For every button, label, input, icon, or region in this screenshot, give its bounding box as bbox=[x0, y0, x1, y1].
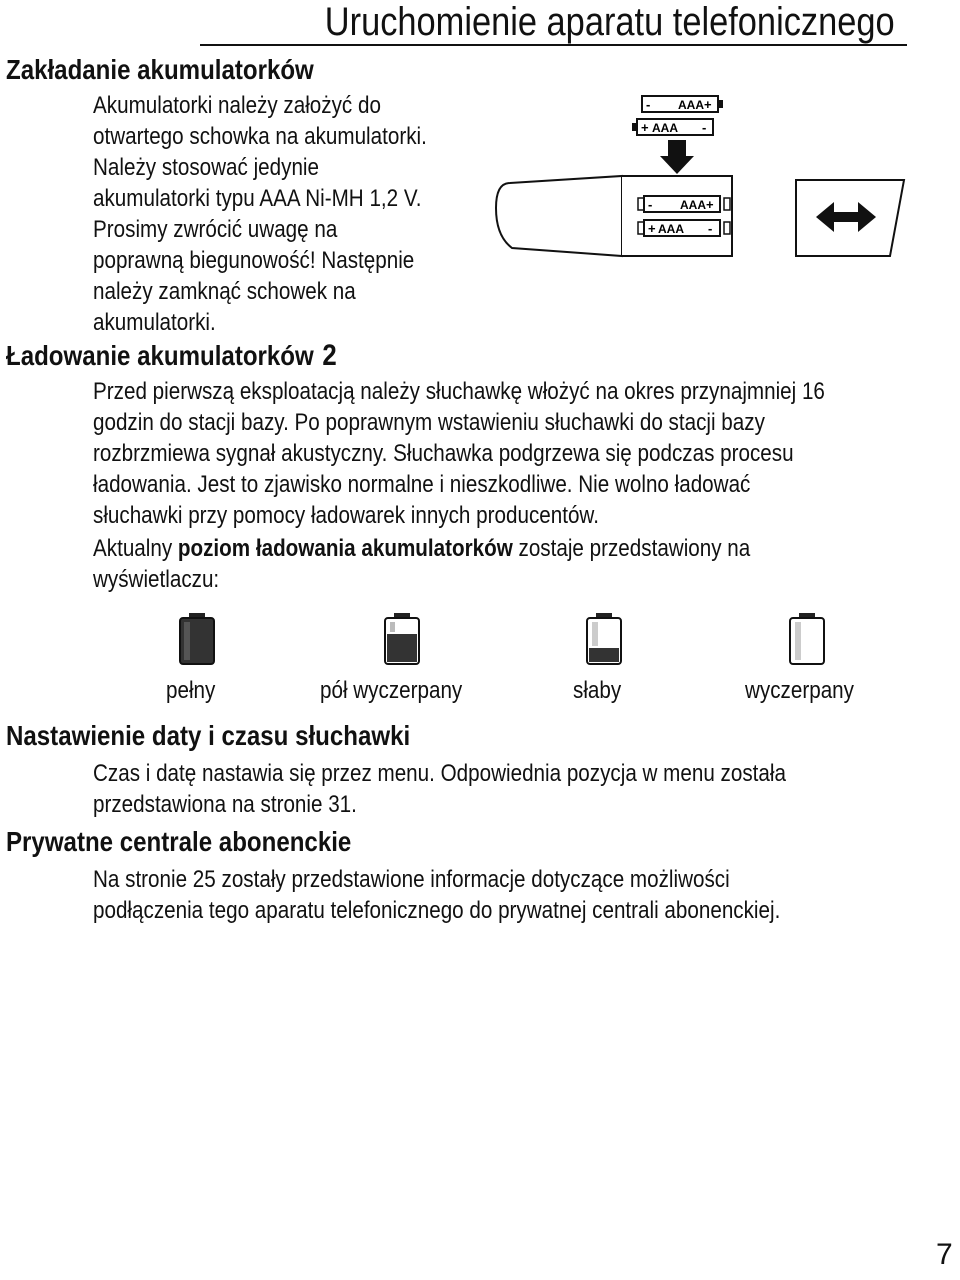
text-line: akumulatorki typu AAA Ni-MH 1,2 V. bbox=[93, 185, 422, 212]
private-pbx-text bbox=[93, 864, 892, 926]
text-line: podłączenia tego aparatu telefonicznego do prywatnej centrali abonenckiej. bbox=[93, 897, 781, 924]
text-line: Na stronie 25 zostały przedstawione informacje dotyczące możliwości bbox=[93, 866, 730, 893]
text-line: Przed pierwszą eksploatacją należy słuchawkę włożyć na okres przynajmniej 16 bbox=[93, 378, 825, 405]
text-line: Należy stosować jedynie bbox=[93, 154, 320, 181]
svg-text:AAA: AAA bbox=[658, 222, 684, 236]
battery-label-empty: wyczerpany bbox=[745, 677, 854, 704]
text-line: słuchawki przy pomocy ładowarek innych producentów. bbox=[93, 502, 599, 529]
heading-private-pbx: Prywatne centrale abonenckie bbox=[6, 826, 352, 857]
svg-text:AAA: AAA bbox=[652, 121, 678, 135]
text-line: Akumulatorki należy założyć do bbox=[93, 92, 381, 119]
battery-low-icon bbox=[585, 612, 623, 666]
heading-charging: Ładowanie akumulatorków 2 bbox=[6, 339, 337, 372]
text-line: poprawną biegunowość! Następnie bbox=[93, 247, 415, 274]
date-time-text bbox=[93, 758, 899, 820]
text-line: należy zamknąć schowek na bbox=[93, 278, 356, 305]
down-arrow-icon bbox=[660, 140, 694, 174]
charging-text bbox=[93, 376, 944, 531]
text-line: przedstawiona na stronie 31. bbox=[93, 791, 357, 818]
loose-batteries bbox=[632, 96, 723, 135]
battery-insertion-illustration bbox=[490, 88, 910, 278]
battery-full-icon bbox=[178, 612, 216, 666]
page-number: 7 bbox=[936, 1238, 953, 1271]
bold-term: poziom ładowania akumulatorków bbox=[177, 535, 513, 562]
text-line: rozbrzmiewa sygnał akustyczny. Słuchawka podgrzewa się podczas procesu bbox=[93, 440, 794, 467]
battery-label-half: pół wyczerpany bbox=[320, 677, 463, 704]
svg-text:+: + bbox=[641, 120, 649, 135]
text-line: ładowania. Jest to zjawisko normalne i nieszkodliwe. Nie wolno ładować bbox=[93, 471, 751, 498]
text-line: Prosimy zwrócić uwagę na bbox=[93, 216, 338, 243]
svg-text:+: + bbox=[648, 221, 656, 236]
svg-text:-: - bbox=[702, 120, 707, 135]
svg-text:AAA: AAA bbox=[678, 98, 704, 112]
text-line: otwartego schowka na akumulatorki. bbox=[93, 123, 427, 150]
svg-text:+: + bbox=[704, 97, 712, 112]
text-line: akumulatorki. bbox=[93, 309, 216, 336]
handset-battery-compartment bbox=[496, 176, 732, 256]
svg-text:-: - bbox=[646, 97, 651, 112]
svg-text:-: - bbox=[648, 197, 653, 212]
text-line: godzin do stacji bazy. Po poprawnym wstawieniu słuchawki do stacji bazy bbox=[93, 409, 765, 436]
heading-date-time: Nastawienie daty i czasu słuchawki bbox=[6, 720, 411, 751]
svg-text:AAA: AAA bbox=[680, 198, 706, 212]
insert-batteries-text bbox=[93, 90, 481, 338]
battery-half-icon bbox=[383, 612, 421, 666]
text-line: Czas i datę nastawia się przez menu. Odpowiednia pozycja w menu została bbox=[93, 760, 786, 787]
text-line: wyświetlaczu: bbox=[93, 566, 220, 593]
heading-step-number: 2 bbox=[322, 339, 337, 372]
battery-label-full: pełny bbox=[166, 677, 216, 704]
battery-label-low: słaby bbox=[573, 677, 622, 704]
title-rule bbox=[200, 44, 907, 46]
battery-empty-icon bbox=[788, 612, 826, 666]
heading-insert-batteries: Zakładanie akumulatorków bbox=[6, 54, 314, 85]
page-title: Uruchomienie aparatu telefonicznego bbox=[325, 0, 895, 44]
charging-level-intro: Aktualny poziom ładowania akumulatorków zostaje przedstawiony na wyświetlaczu: bbox=[93, 535, 751, 593]
svg-text:-: - bbox=[708, 221, 713, 236]
svg-text:+: + bbox=[706, 197, 714, 212]
